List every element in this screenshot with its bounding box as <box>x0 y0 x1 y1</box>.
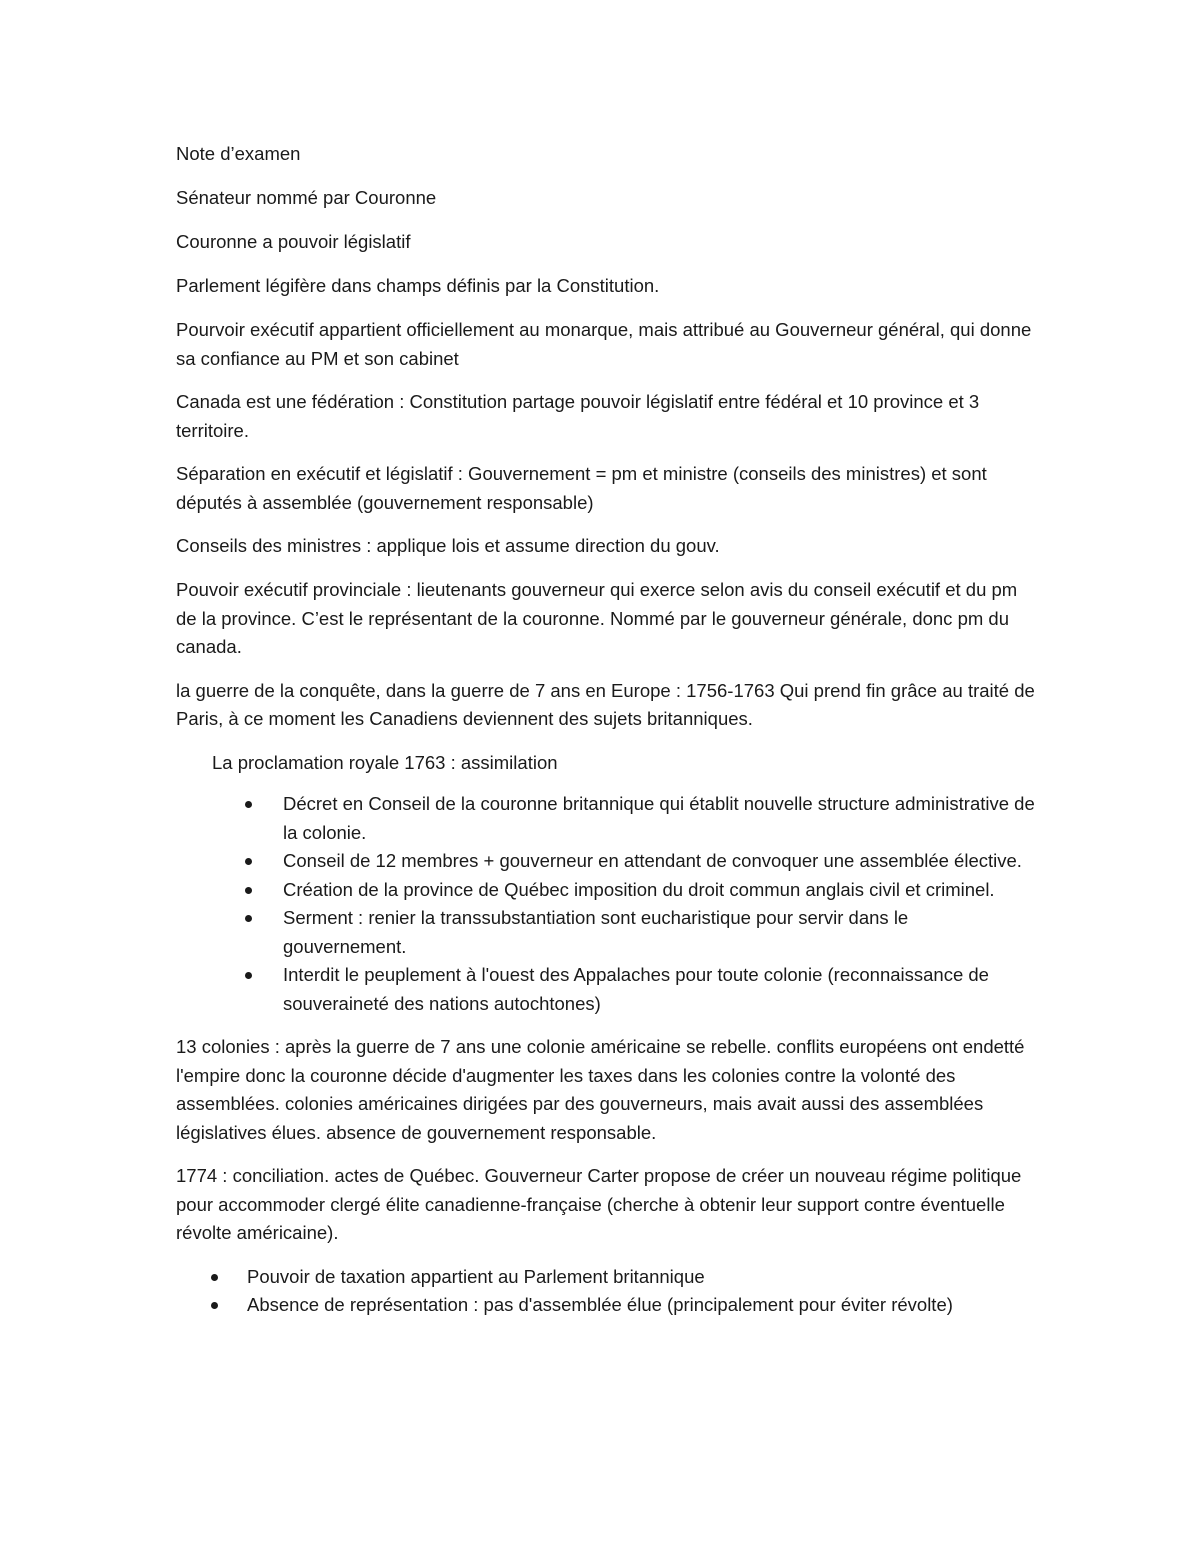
paragraph-separation: Séparation en exécutif et législatif : Gouvernement = pm et ministre (conseils des ministres) et sont députés à assemblée (gouvernement responsable) <box>176 463 987 513</box>
bullet-icon <box>245 887 252 894</box>
bullet-icon <box>211 1302 218 1309</box>
list-item <box>176 790 1036 847</box>
list-item-text: Pouvoir de taxation appartient au Parlement britannique <box>247 1265 705 1287</box>
list-item-text: Conseil de 12 membres + gouverneur en attendant de convoquer une assemblée élective. <box>283 850 1022 871</box>
bullet-icon <box>245 801 252 808</box>
paragraph-conseils-ministres: Conseils des ministres : applique lois et assume direction du gouv. <box>176 535 720 556</box>
document-title: Note d’examen <box>176 143 301 164</box>
document-page <box>176 140 1036 1335</box>
proclamation-list <box>176 790 1036 1018</box>
list-item-text: Absence de représentation : pas d'assemblée élue (principalement pour éviter révolte) <box>247 1294 953 1315</box>
list-item <box>176 876 1036 905</box>
list-item-text: Décret en Conseil de la couronne britannique qui établit nouvelle structure administrative de la colonie. <box>283 793 1035 843</box>
acte-quebec-list <box>176 1263 1036 1320</box>
paragraph-guerre-conquete: la guerre de la conquête, dans la guerre de 7 ans en Europe : 1756-1763 Qui prend fin grâce au traité de Paris, à ce moment les Canadiens deviennent des sujets britanniques. <box>176 679 1035 729</box>
list-item-text: Création de la province de Québec imposition du droit commun anglais civil et criminel. <box>283 878 995 900</box>
bullet-icon <box>245 915 252 922</box>
paragraph-pouvoir-executif: Pourvoir exécutif appartient officiellement au monarque, mais attribué au Gouverneur général, qui donne sa confiance au PM et son cabinet <box>176 319 1032 369</box>
paragraph-1774-conciliation: 1774 : conciliation. actes de Québec. Gouverneur Carter propose de créer un nouveau régime politique pour accommoder clergé élite canadienne-française (cherche à obtenir leur support contre éventuelle révolte américaine). <box>176 1165 1022 1243</box>
paragraph-couronne: Couronne a pouvoir législatif <box>176 231 411 252</box>
list-item <box>176 904 1036 961</box>
list-item <box>176 1291 1036 1320</box>
bullet-icon <box>245 972 252 979</box>
paragraph-13-colonies: 13 colonies : après la guerre de 7 ans une colonie américaine se rebelle. conflits européens ont endetté l'empire donc la couronne décide d'augmenter les taxes dans les colonies contre la volonté des assemblées. colonies américaines dirigées par des gouverneurs, mais avait aussi des assemblées législatives élues. absence de gouvernement responsable. <box>176 1036 1025 1143</box>
paragraph-parlement: Parlement légifère dans champs définis par la Constitution. <box>176 275 660 296</box>
proclamation-heading: La proclamation royale 1763 : assimilation <box>212 751 558 773</box>
list-item <box>176 961 1036 1018</box>
list-item <box>176 1263 1036 1292</box>
list-item-text: Serment : renier la transsubstantiation sont eucharistique pour servir dans le gouvernement. <box>283 907 909 957</box>
list-item <box>176 847 1036 876</box>
bullet-icon <box>245 858 252 865</box>
paragraph-federation: Canada est une fédération : Constitution partage pouvoir législatif entre fédéral et 10 province et 3 territoire. <box>176 391 980 441</box>
bullet-icon <box>211 1274 218 1281</box>
paragraph-senateur: Sénateur nommé par Couronne <box>176 187 437 208</box>
list-item-text: Interdit le peuplement à l'ouest des Appalaches pour toute colonie (reconnaissance de souveraineté des nations autochtones) <box>283 964 989 1014</box>
paragraph-pouvoir-provincial: Pouvoir exécutif provinciale : lieutenants gouverneur qui exerce selon avis du conseil exécutif et du pm de la province. C’est le représentant de la couronne. Nommé par le gouverneur générale, donc pm du canada. <box>176 579 1018 657</box>
